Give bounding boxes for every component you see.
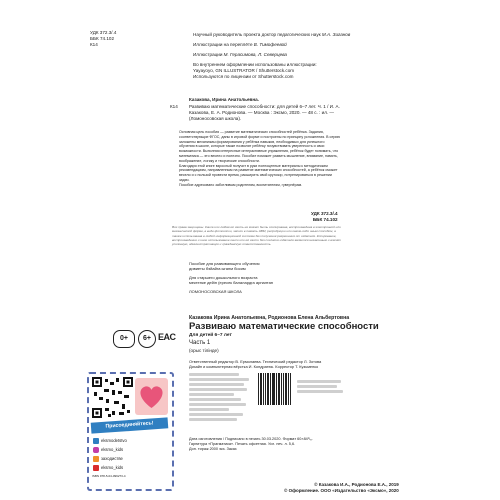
ok-icon bbox=[93, 456, 99, 462]
youtube-icon bbox=[93, 465, 99, 471]
credit-line: Используются по лицензии от Shutterstock.com bbox=[193, 74, 294, 79]
purpose-line: дивиеты бэйайга ыганм босим bbox=[189, 266, 246, 271]
udk-line: УДК 372.3/.4 bbox=[90, 30, 117, 35]
qr-code bbox=[92, 377, 133, 418]
print-line: Доп. тираж 2000 экз. Заказ bbox=[189, 447, 237, 451]
barcode bbox=[257, 373, 292, 413]
bib-code: К14 bbox=[170, 104, 178, 109]
extra-info bbox=[297, 380, 345, 395]
credit-line: Научный руководитель проекта доктор педагогических наук М.А. Зиганов bbox=[193, 32, 351, 37]
eac-mark: EAC bbox=[158, 332, 176, 342]
purpose-line: Для старшего дошкольного возраста bbox=[189, 275, 258, 280]
part-lang: (орыс тілінде) bbox=[189, 348, 219, 353]
bbk-line: ББК 74.102 bbox=[312, 217, 338, 222]
copyright-line: © Казакова И.А., Родионова Е.А., 2019 bbox=[314, 482, 399, 487]
bbk-line: ББК 74.102 bbox=[90, 36, 115, 41]
social-list bbox=[93, 436, 127, 472]
udk-right bbox=[311, 211, 338, 223]
social-item[interactable]: eksmodetstvo bbox=[93, 436, 127, 445]
description-para: Пособие адресовано заботливым родителям, воспитателям, гувернёрам. bbox=[179, 182, 303, 187]
vk-icon bbox=[93, 438, 99, 444]
credit-line: Иллюстрации на переплёте В. Тимофеевой bbox=[193, 42, 287, 47]
instagram-icon bbox=[93, 447, 99, 453]
legal-notice: Все права защищены. Книга или любая её часть не может быть скопирована, воспроизведена в электронной или механической форме, в виде фотокопии, записи в память ЭВМ, репродукции или каким-либо иным способом, а также использована в любой информационной системе без получения разрешения от издателя. Копирование, воспроизведение и иное использование книги или её части без согласия издателя является незаконным и влечёт уголовную, административную и гражданскую ответственность. bbox=[172, 225, 342, 247]
udk-top bbox=[90, 30, 116, 48]
bib-title: Развиваю математические способности: для детей 6–7 лет. Ч. 1 / И. А. Казакова, Е. А. Родионова. — Москва : Эксмо, 2020. — 48 с. : ил. — (Ломоносовская школа). bbox=[189, 104, 340, 121]
code-line: К14 bbox=[90, 42, 98, 47]
sticker-barcode: ISBN 978-5-04-099273-4 bbox=[92, 474, 126, 478]
age-label: Для детей 6–7 лет bbox=[189, 333, 232, 338]
heart-illustration bbox=[135, 378, 168, 415]
credits-block bbox=[193, 32, 350, 80]
social-item[interactable]: eksmo_kids bbox=[93, 463, 127, 472]
part-label: Часть 1 bbox=[189, 340, 211, 346]
description bbox=[179, 130, 341, 188]
credit-line: Иллюстрации М. Герасимова, Л. Северцева bbox=[193, 52, 287, 57]
publisher-info bbox=[189, 373, 251, 423]
age-rating-0: 0+ bbox=[113, 330, 135, 348]
age-rating-6: 6+ bbox=[138, 330, 156, 348]
copyright-line: © Оформление. ООО «Издательство «Эксмо», 2020 bbox=[284, 488, 399, 493]
print-line: Дата изготовления / Подписано в печать 30.03.2020. Формат 60×84¹/₈. bbox=[189, 437, 313, 441]
staff-block bbox=[189, 359, 321, 369]
staff-line: Дизайн и компьютерная вёрстка И. Кондратюк. Корректор Т. Кузьменко bbox=[189, 364, 319, 369]
description-para: Основная цель пособия — развитие математических способностей ребёнка. Задания, соответствующие ФГОС, даны в игровой форме и построены по принципу усложнения. В серию заложены механизмы формирования у ребёнка навыков, необходимых для успешного обучения в школе, которые также позволят ребёнку почувствовать уверенность и свои возможности. Выполняя интересные интерактивные упражнения, ребёнок будет понимать, что математика — это весело и полезно. Пособие поможет развить мышление, внимание, память, воображение, логику и творческие способности. bbox=[179, 130, 341, 163]
print-info bbox=[189, 437, 313, 452]
purpose-line: Пособие для развивающего обучения bbox=[189, 261, 260, 266]
main-title: Развиваю математические способности bbox=[189, 321, 379, 332]
udk-line: УДК 372.3/.4 bbox=[311, 211, 338, 216]
credit-line: Yayayoyo, GN ILLUSTRATOR / Shutterstock.com bbox=[193, 68, 295, 73]
staff-line: Ответственный редактор В. Ермолаева. Технический редактор Л. Зотова bbox=[189, 359, 322, 364]
social-sticker bbox=[87, 372, 174, 491]
purpose-block bbox=[189, 261, 273, 294]
sticker-title: Присоединяйтесь! bbox=[91, 417, 169, 433]
bib-author: Казакова, Ирина Анатольевна. bbox=[189, 97, 259, 102]
social-item[interactable]: eksmo_kids bbox=[93, 445, 127, 454]
description-para: Благодаря этой книге взрослый получит в руки полноценные материалы к методическим рекомендациям, направленным на развитие математических способностей, а ребёнок сможет весело и с пользой провести время, расширить свой кругозор, потренироваться в решении задач. bbox=[179, 163, 338, 182]
credit-line: Во внутреннем оформлении использованы иллюстрации: bbox=[193, 62, 317, 67]
purpose-line: мектепке дейін (ересек балалардга арналған bbox=[189, 280, 273, 285]
series-name: ЛОМОНОСОВСКАЯ ШКОЛА bbox=[189, 289, 242, 294]
authors: Казакова Ирина Анатольевна, Родионова Елена Альбертовна bbox=[189, 315, 350, 321]
social-item[interactable]: заходистве bbox=[93, 454, 127, 463]
print-line: Гарнитура «Прагматика». Печать офсетная. Усл. печ. л. 5,6. bbox=[189, 442, 296, 446]
copyright bbox=[284, 482, 399, 494]
